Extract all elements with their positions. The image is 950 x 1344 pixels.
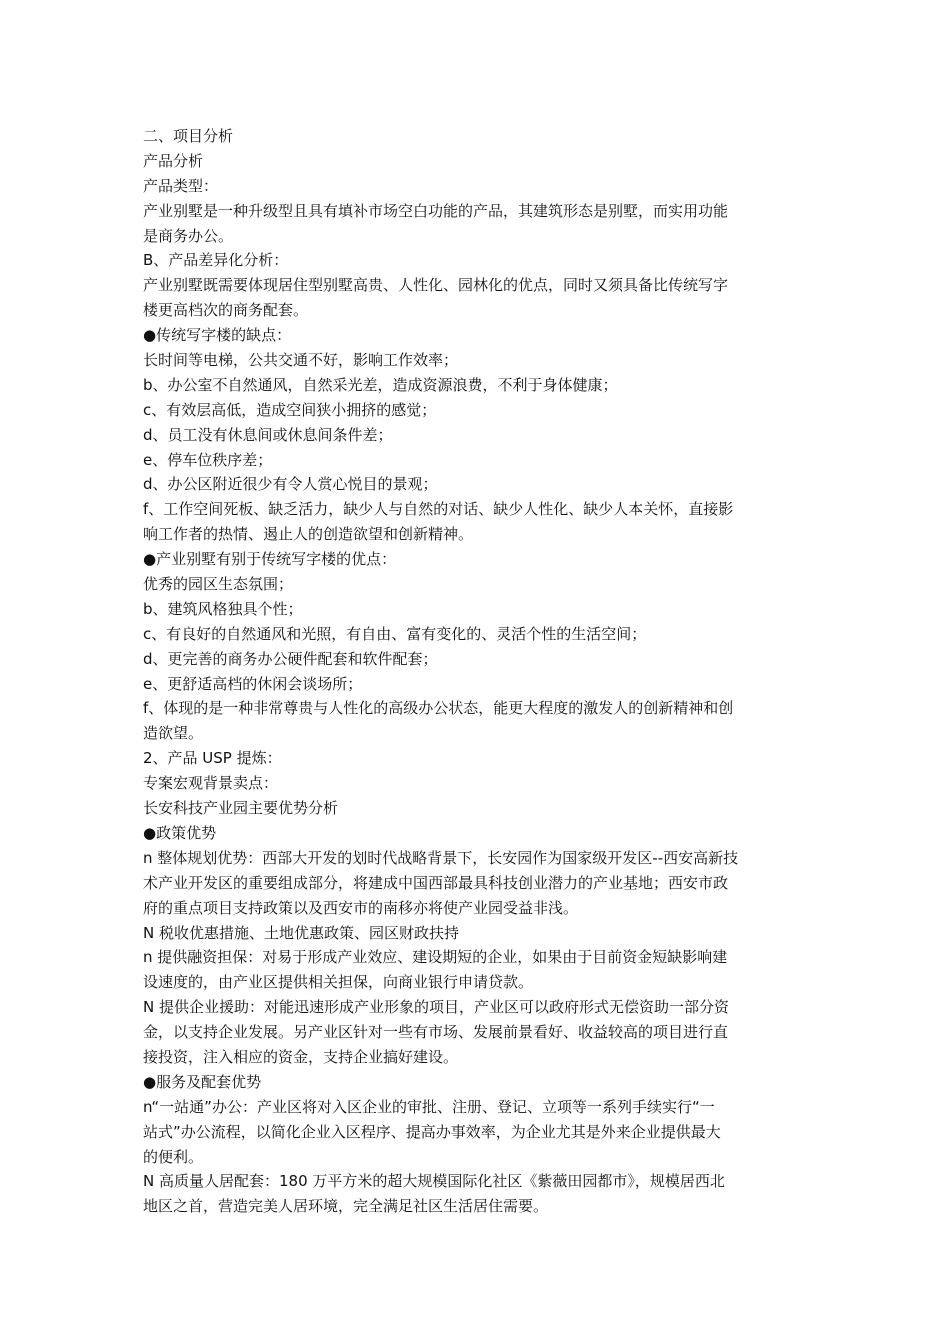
paragraph-line: 府的重点项目支持政策以及西安市的南移亦将使产业园受益非浅。 bbox=[143, 898, 579, 917]
list-item: c、有良好的自然通风和光照，有自由、富有变化的、灵活个性的生活空间； bbox=[143, 624, 647, 643]
list-item: d、办公区附近很少有令人赏心悦目的景观； bbox=[143, 475, 438, 494]
bullet-heading: ●产业别墅有别于传统写字楼的优点： bbox=[143, 550, 397, 569]
paragraph-line: 产业别墅既需要体现居住型别墅高贵、人性化、园林化的优点，同时又须具备比传统写字 bbox=[143, 276, 729, 295]
document-body bbox=[143, 124, 813, 1219]
section-heading: 二、项目分析 bbox=[143, 127, 234, 145]
subheading: 专案宏观背景卖点： bbox=[143, 774, 279, 793]
paragraph-line: N 高质量人居配套：180 万平方米的超大规模国际化社区《紫薇田园都市》，规模居西北 bbox=[143, 1172, 725, 1191]
paragraph-line: 地区之首，营造完美人居环境，完全满足社区生活居住需要。 bbox=[143, 1197, 549, 1216]
list-item: 优秀的园区生态氛围； bbox=[143, 575, 294, 594]
list-item: 造欲望。 bbox=[143, 724, 204, 743]
subheading: 产品分析 bbox=[143, 151, 204, 170]
bullet-heading: ●政策优势 bbox=[143, 823, 217, 842]
paragraph-line: 术产业开发区的重要组成部分，将建成中国西部最具科技创业潜力的产业基地；西安市政 bbox=[143, 873, 729, 892]
paragraph-line: n“一站通”办公：产业区将对入区企业的审批、注册、登记、立项等一系列手续实行“一 bbox=[143, 1097, 715, 1116]
list-item: 长时间等电梯，公共交通不好，影响工作效率； bbox=[143, 351, 459, 370]
paragraph-line: 金，以支持企业发展。另产业区针对一些有市场、发展前景看好、收益较高的项目进行直 bbox=[143, 1023, 729, 1042]
list-item: d、员工没有休息间或休息间条件差； bbox=[143, 425, 393, 444]
subheading: 2、产品 USP 提炼： bbox=[143, 749, 282, 768]
paragraph-line: n 提供融资担保：对易于形成产业效应、建设期短的企业，如果由于目前资金短缺影响建 bbox=[143, 948, 728, 967]
paragraph-line: 站式”办公流程，以简化企业入区程序、提高办事效率，为企业尤其是外来企业提供最大 bbox=[143, 1122, 721, 1141]
bullet-heading: ●服务及配套优势 bbox=[143, 1072, 262, 1091]
list-item: f、工作空间死板、缺乏活力，缺少人与自然的对话、缺少人性化、缺少人本关怀，直接影 bbox=[143, 500, 734, 519]
bullet-heading: ●传统写字楼的缺点： bbox=[143, 326, 292, 345]
paragraph-line: 设速度的，由产业区提供相关担保，向商业银行申请贷款。 bbox=[143, 973, 534, 992]
paragraph-line: 楼更高档次的商务配套。 bbox=[143, 301, 309, 320]
list-item: c、有效层高低，造成空间狭小拥挤的感觉； bbox=[143, 400, 437, 419]
list-item: e、停车位秩序差； bbox=[143, 450, 273, 469]
subheading: 长安科技产业园主要优势分析 bbox=[143, 799, 339, 818]
paragraph-line: 是商务办公。 bbox=[143, 226, 234, 245]
list-item: f、体现的是一种非常尊贵与人性化的高级办公状态，能更大程度的激发人的创新精神和创 bbox=[143, 699, 734, 718]
list-item: 响工作者的热情、遏止人的创造欲望和创新精神。 bbox=[143, 525, 474, 544]
paragraph-line: N 税收优惠措施、土地优惠政策、园区财政扶持 bbox=[143, 923, 459, 942]
subheading: B、产品差异化分析： bbox=[143, 251, 289, 270]
list-item: d、更完善的商务办公硬件配套和软件配套； bbox=[143, 649, 438, 668]
paragraph-line: 产业别墅是一种升级型且具有填补市场空白功能的产品，其建筑形态是别墅，而实用功能 bbox=[143, 201, 729, 220]
list-item: b、办公室不自然通风，自然采光差，造成资源浪费，不利于身体健康； bbox=[143, 375, 618, 394]
paragraph-line: N 提供企业援助：对能迅速形成产业形象的项目，产业区可以政府形式无偿资助一部分资 bbox=[143, 998, 729, 1017]
paragraph-line: 接投资，注入相应的资金，支持企业搞好建设。 bbox=[143, 1047, 459, 1066]
paragraph-line: 的便利。 bbox=[143, 1147, 204, 1166]
list-item: b、建筑风格独具个性； bbox=[143, 599, 303, 618]
list-item: e、更舒适高档的休闲会谈场所； bbox=[143, 674, 363, 693]
paragraph-line: n 整体规划优势：西部大开发的划时代战略背景下，长安园作为国家级开发区--西安高新技 bbox=[143, 848, 739, 867]
subheading: 产品类型： bbox=[143, 176, 219, 195]
